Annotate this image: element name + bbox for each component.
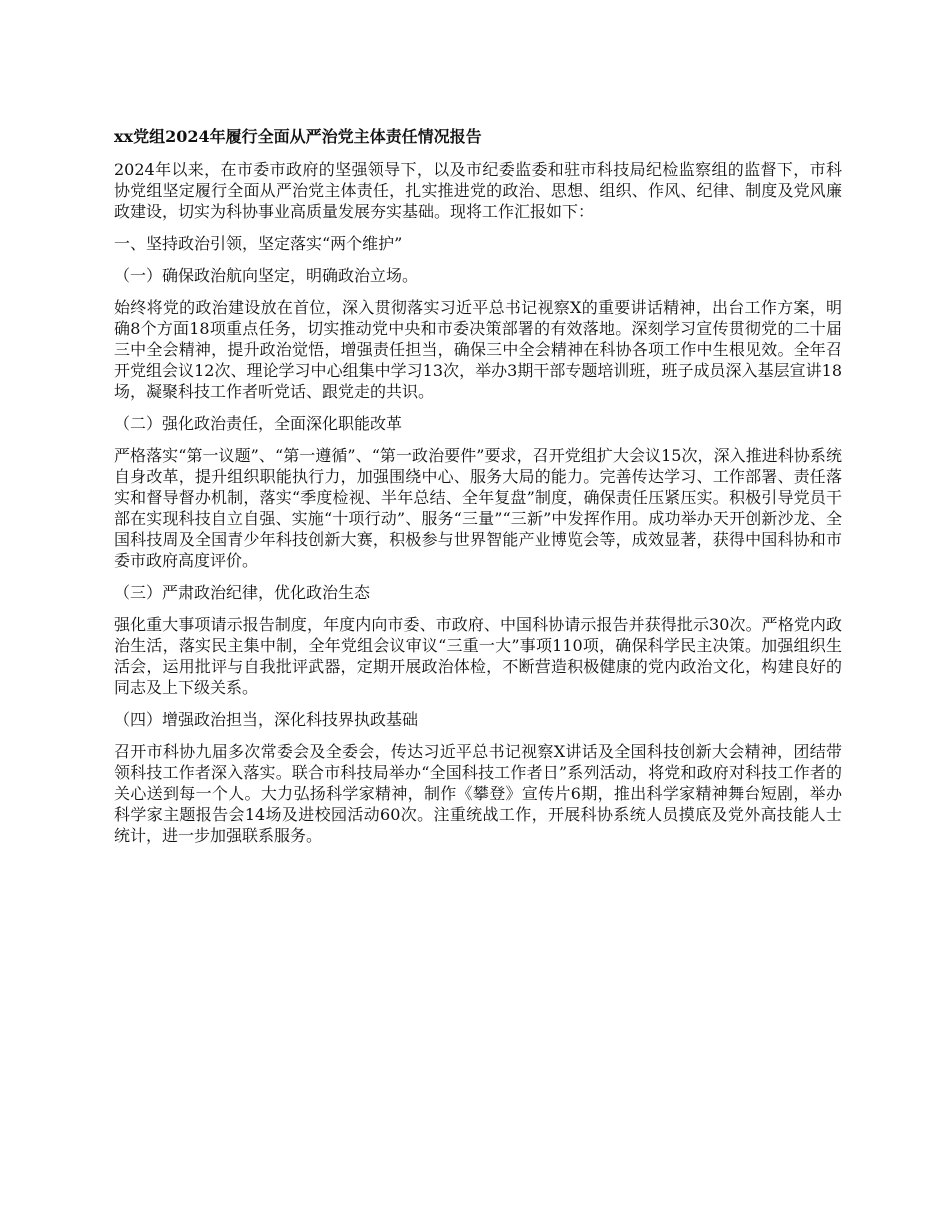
subsection-1-heading: （一）确保政治航向坚定，明确政治立场。 xyxy=(114,266,419,285)
subsection-2-heading: （二）强化政治责任，全面深化职能改革 xyxy=(114,414,403,433)
document-body xyxy=(114,126,842,857)
subsection-1-paragraph: 始终将党的政治建设放在首位，深入贯彻落实习近平总书记视察X的重要讲话精神，出台工作方案，明确8个方面18项重点任务，切实推动党中央和市委决策部署的有效落地。深刻学习宣传贯彻党的二十届三中全会精神，提升政治觉悟，增强责任担当，确保三中全会精神在科协各项工作中生根见效。全年召开党组会议12次、理论学习中心组集中学习13次，举办3期干部专题培训班，班子成员深入基层宣讲18场，凝聚科技工作者听党话、跟党走的共识。 xyxy=(114,298,842,401)
subsection-3-heading: （三）严肃政治纪律，优化政治生态 xyxy=(114,583,371,602)
subsection-3-paragraph: 强化重大事项请示报告制度，年度内向市委、市政府、中国科协请示报告并获得批示30次。严格党内政治生活，落实民主集中制，全年党组会议审议“三重一大”事项110项，确保科学民主决策。加强组织生活会，运用批评与自我批评武器，定期开展政治体检，不断营造积极健康的党内政治文化，构建良好的同志及上下级关系。 xyxy=(114,615,842,697)
document-title: xx党组2024年履行全面从严治党主体责任情况报告 xyxy=(114,127,482,146)
intro-paragraph: 2024年以来，在市委市政府的坚强领导下，以及市纪委监委和驻市科技局纪检监察组的监督下，市科协党组坚定履行全面从严治党主体责任，扎实推进党的政治、思想、组织、作风、纪律、制度及党风廉政建设，切实为科协事业高质量发展夯实基础。现将工作汇报如下： xyxy=(114,160,842,221)
section-1-heading: 一、坚持政治引领，坚定落实“两个维护” xyxy=(114,234,403,253)
subsection-4-heading: （四）增强政治担当，深化科技界执政基础 xyxy=(114,710,419,729)
subsection-4-paragraph: 召开市科协九届多次常委会及全委会，传达习近平总书记视察X讲话及全国科技创新大会精神，团结带领科技工作者深入落实。联合市科技局举办“全国科技工作者日”系列活动，将党和政府对科技工作者的关心送到每一个人。大力弘扬科学家精神，制作《攀登》宣传片6期，推出科学家精神舞台短剧，举办科学家主题报告会14场及进校园活动60次。注重统战工作，开展科协系统人员摸底及党外高技能人士统计，进一步加强联系服务。 xyxy=(114,742,842,845)
subsection-2-paragraph: 严格落实“第一议题”、“第一遵循”、“第一政治要件”要求，召开党组扩大会议15次，深入推进科协系统自身改革，提升组织职能执行力，加强围绕中心、服务大局的能力。完善传达学习、工作部署、责任落实和督导督办机制，落实“季度检视、半年总结、全年复盘”制度，确保责任压紧压实。积极引导党员干部在实现科技自立自强、实施“十项行动”、服务“三量”“三新”中发挥作用。成功举办天开创新沙龙、全国科技周及全国青少年科技创新大赛，积极参与世界智能产业博览会等，成效显著，获得中国科协和市委市政府高度评价。 xyxy=(114,446,842,570)
